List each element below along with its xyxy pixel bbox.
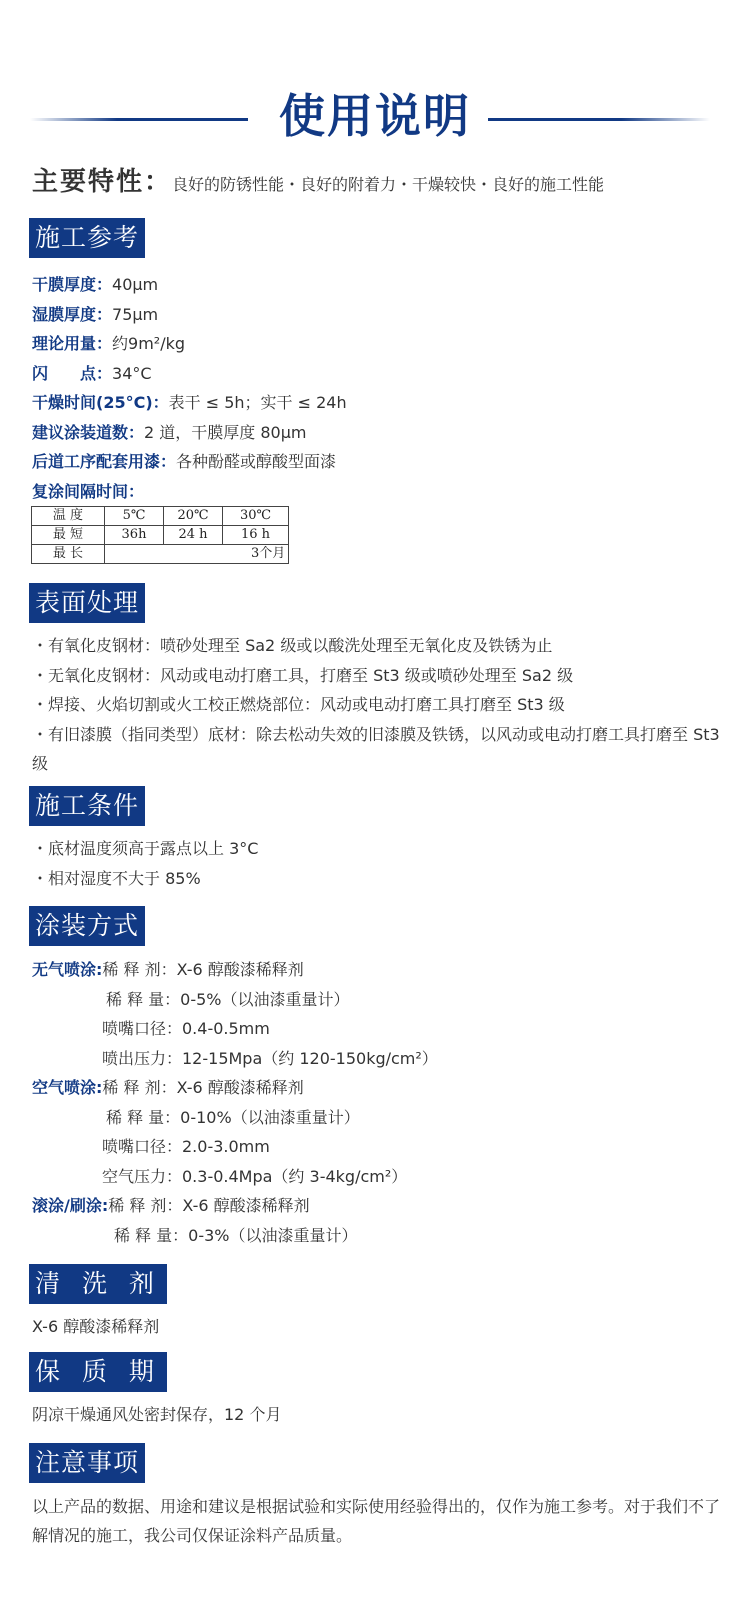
spec-key: 建议涂装道数：	[32, 423, 145, 442]
cleaner-text: X-6 醇酸漆稀释剂	[32, 1317, 160, 1336]
spec-key: 干膜厚度：	[32, 275, 113, 294]
list-item: ・有氧化皮钢材：喷砂处理至 Sa2 级或以酸洗处理至无氧化皮及铁锈为止	[32, 636, 553, 655]
method-roll	[32, 1194, 310, 1218]
section-header-surface: 表面处理	[29, 583, 145, 623]
list-item: ・焊接、火焰切割或火工校正燃烧部位：风动或电动打磨工具打磨至 St3 级	[32, 695, 565, 714]
method-label: 空气喷涂:	[32, 1078, 103, 1097]
spec-key: 后道工序配套用漆：	[32, 452, 177, 471]
spec-value: 75μm	[112, 305, 159, 324]
list-item: ・底材温度须高于露点以上 3°C	[32, 839, 259, 858]
table-cell: 30℃	[223, 507, 289, 526]
table-cell: 3个月	[105, 545, 289, 564]
list-item: ・有旧漆膜（指同类型）底材：除去松动失效的旧漆膜及铁锈，以风动或电动打磨工具打磨至 St3 级	[32, 725, 720, 773]
spec-key: 干燥时间(25°C)：	[32, 393, 169, 412]
table-cell: 16 h	[223, 526, 289, 545]
section-header-conditions: 施工条件	[29, 786, 145, 826]
shelf-life-text: 阴凉干燥通风处密封保存，12 个月	[32, 1405, 282, 1424]
method-line: 稀 释 剂：X-6 醇酸漆稀释剂	[108, 1196, 310, 1215]
title-divider-right	[488, 118, 710, 121]
spec-row	[32, 332, 185, 356]
main-features	[32, 164, 732, 203]
method-airless	[32, 958, 304, 982]
section-header-shelf-life: 保 质 期	[29, 1352, 167, 1392]
method-line: 喷嘴口径：0.4-0.5mm	[102, 1019, 270, 1038]
spec-key: 闪 点：	[32, 364, 113, 383]
method-line: 稀 释 量：0-5%（以油漆重量计）	[106, 990, 350, 1009]
recoat-interval-table	[31, 506, 289, 564]
spec-value: 34°C	[112, 364, 152, 383]
table-cell: 36h	[105, 526, 164, 545]
method-line: 喷出压力：12-15Mpa（约 120-150kg/cm²）	[102, 1049, 438, 1068]
spec-key: 理论用量：	[32, 334, 113, 353]
section-header-notes: 注意事项	[29, 1443, 145, 1483]
table-cell: 最 短	[32, 526, 105, 545]
spec-row	[32, 391, 347, 415]
method-line: 稀 释 量：0-3%（以油漆重量计）	[114, 1226, 358, 1245]
spec-row	[32, 362, 152, 386]
interval-label: 复涂间隔时间：	[32, 482, 145, 501]
title-bar	[0, 84, 750, 148]
spec-value: 各种酚醛或醇酸型面漆	[176, 452, 337, 471]
spec-value: 2 道，干膜厚度 80μm	[144, 423, 307, 442]
section-header-cleaner: 清 洗 剂	[29, 1264, 167, 1304]
features-label: 主要特性：	[32, 167, 173, 197]
spec-value: 约9m²/kg	[112, 334, 186, 353]
spec-value: 40μm	[112, 275, 159, 294]
table-cell: 20℃	[164, 507, 223, 526]
spec-row	[32, 303, 158, 327]
method-air	[32, 1076, 304, 1100]
spec-row	[32, 450, 336, 474]
method-line: 稀 释 剂：X-6 醇酸漆稀释剂	[102, 960, 304, 979]
table-cell: 温 度	[32, 507, 105, 526]
section-header-methods: 涂装方式	[29, 906, 145, 946]
spec-key: 湿膜厚度：	[32, 305, 113, 324]
method-line: 空气压力：0.3-0.4Mpa（约 3-4kg/cm²）	[102, 1167, 408, 1186]
method-line: 喷嘴口径：2.0-3.0mm	[102, 1137, 270, 1156]
notes-text: 以上产品的数据、用途和建议是根据试验和实际使用经验得出的，仅作为施工参考。对于我们不了解情况的施工，我公司仅保证涂料产品质量。	[32, 1497, 721, 1545]
spec-row	[32, 421, 307, 445]
page-title: 使用说明	[279, 89, 471, 143]
method-line: 稀 释 量：0-10%（以油漆重量计）	[106, 1108, 360, 1127]
method-line: 稀 释 剂：X-6 醇酸漆稀释剂	[102, 1078, 304, 1097]
table-cell: 最 长	[32, 545, 105, 564]
list-item: ・相对湿度不大于 85%	[32, 869, 201, 888]
spec-row	[32, 273, 158, 297]
section-header-construction: 施工参考	[29, 218, 145, 258]
list-item: ・无氧化皮钢材：风动或电动打磨工具，打磨至 St3 级或喷砂处理至 Sa2 级	[32, 666, 574, 685]
table-cell: 5℃	[105, 507, 164, 526]
method-label: 滚涂/刷涂:	[32, 1196, 109, 1215]
features-text: 良好的防锈性能・良好的附着力・干燥较快・良好的施工性能	[172, 175, 605, 194]
method-label: 无气喷涂:	[32, 960, 103, 979]
spec-value: 表干 ≤ 5h；实干 ≤ 24h	[168, 393, 347, 412]
table-cell: 24 h	[164, 526, 223, 545]
